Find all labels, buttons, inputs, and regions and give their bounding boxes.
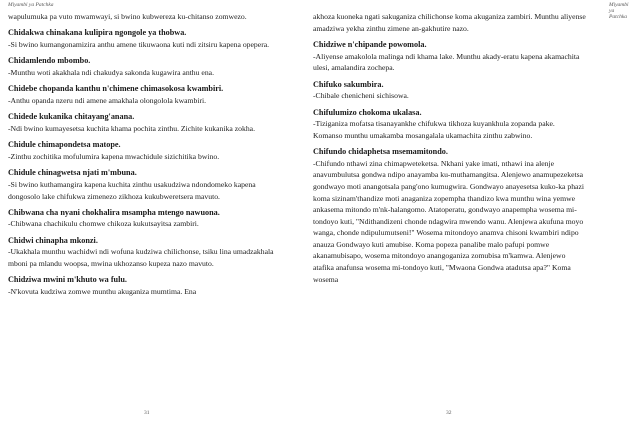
proverb-entry [8,111,280,134]
proverb-explanation: -Munthu woti akakhala ndi chakudya sakonda kugawira anthu ena. [8,67,215,77]
right-page [300,0,629,424]
proverb-heading: Chidziwe n'chipande powomola. [313,39,427,49]
proverb-explanation: -Chifundo nthawi zina chimapweteketsa. Nkhani yake imati, nthawi ina alenje anavumbulutsa gondwa ndipo anayamba ku-muthamangitsa. Alenjewo anamupezeketsa gondwayo moti anangotsala pang'ono kumugwira. Gondwayo anayesetsa kuko-ka phazi koma sizinam'thandize moti anaganiza zopempha thandizo kwa munthu wina yemwe ankasema mitondo m'nk-halangomo. Atatoperatu, gondwayo anapempha wosema mi-tondoyo kuti, "Ndithandizeni chonde ndagwira mwendo wanu. Alenjewa akufuna moyo wanga, chonde ndipulumutseni!" Wosema mitondoyo anamva chisoni kwambiri ndipo anauza Gondwayo kuti amubise. Koma popeza panalibe malo pafupi pomwe akanamubisapo, wosema mitondoyo anangoganiza zomubisa m'kamwa. Alenjewo atafika anafunsa wosema mi-tondoyo kuti, "Mwaona Gondwa atadutsa apa?" Koma wosema [313,158,585,284]
proverb-heading: Chifundo chidaphetsa msemamitondo. [313,147,448,157]
paragraph-text: akhoza kuoneka ngati sakuganiza chilichonse koma akuganiza zambiri. Munthu aliyense amadziwa yekha zinthu zimene an-gakhutire nazo. [313,12,586,33]
proverb-explanation: -Ndi bwino kumayesetsa kuchita khama pochita zinthu. Zichite kukanika zokha. [8,123,255,133]
proverb-heading: Chidebe chopanda kanthu n'chimene chimasokosa kwambiri. [8,84,224,94]
left-text-column [8,11,280,302]
right-text-column [313,11,586,290]
continued-paragraph [8,11,280,23]
proverb-entry [313,146,586,285]
proverb-heading: Chidziwa mwini m'khuto wa fulu. [8,275,127,285]
proverb-heading: Chidwi chinapha mkonzi. [8,235,98,245]
proverb-heading: Chidamlendo mbombo. [8,56,91,66]
proverb-explanation: -Si bwino kuthamangira kapena kuchita zinthu usakudziwa ndondomeko kapena dongosolo lake chifukwa zimenezo zikhoza kukubweretsera mavuto. [8,179,256,201]
proverb-explanation: -Zinthu zochitika mofulumira kapena mwachidule sizichitika bwino. [8,151,220,161]
proverb-explanation: -Anthu opanda nzeru ndi amene amakhala olongolola kwambiri. [8,95,207,105]
proverb-heading: Chidakwa chinakana kulipira ngongole ya thobwa. [8,28,187,38]
proverb-entry [8,139,280,162]
proverb-explanation: -Tiziganiza mofatsa tisanayankhe chifukwa tikhoza kuyankhula zopanda pake. Komanso munthu umakamba mosangalala ukamachita zinthu zabwino. [313,119,555,140]
proverb-heading: Chibwana cha nyani chokhalira msampha mtengo nawuona. [8,207,220,217]
running-header: Miyambi ya Patchka [609,2,629,20]
proverb-heading: Chidule chimapondetsa matope. [8,140,121,150]
page-number: 32 [446,410,452,416]
proverb-entry [8,55,280,78]
proverb-entry [8,167,280,202]
proverb-heading: Chifulumizo chokoma ukalasa. [313,107,422,117]
proverb-explanation: -Chibwana chachikulu chomwe chikoza kukutsayitsa zambiri. [8,219,199,229]
proverb-entry [8,207,280,230]
left-page [0,0,300,424]
proverb-explanation: -Chibale chenicheni sichisowa. [313,91,409,101]
proverb-entry [8,83,280,106]
proverb-heading: Chifuko sakumbira. [313,79,384,89]
proverb-entry [313,79,586,102]
page-number: 31 [144,410,150,416]
proverb-heading: Chidede kukanika chitayang'anana. [8,112,135,122]
continued-paragraph [313,11,586,34]
proverb-heading: Chidule chinagwetsa njati m'mbuna. [8,168,137,178]
running-header: Miyambi ya Patchka [8,2,54,8]
proverb-explanation: -N'kovuta kudziwa zomwe munthu akuganiza mumtima. Ena [8,287,197,297]
paragraph-text: wapulumuka pa vuto mwamwayi, si bwino kubwereza ku-chitanso zomwezo. [8,12,247,21]
proverb-entry [8,27,280,50]
proverb-entry [313,107,586,142]
proverb-explanation: -Aliyense amakolola malinga ndi khama lake. Munthu akady-eratu kapena akamachita ulesi, amalandira zochepa. [313,51,580,73]
proverb-entry [313,39,586,74]
proverb-entry [8,235,280,270]
proverb-entry [8,274,280,297]
proverb-explanation: -Ukakhala munthu wachidwi ndi wofuna kudziwa chilichonse, tsiku lina umadzakhala mboni pa mlandu woopsa, mwina ukhozanso kupeza nazo mavuto. [8,247,274,269]
proverb-explanation: -Si bwino kumangonamizira anthu amene tikuwaona kuti ndi zitsiru kapena opepera. [8,39,270,49]
